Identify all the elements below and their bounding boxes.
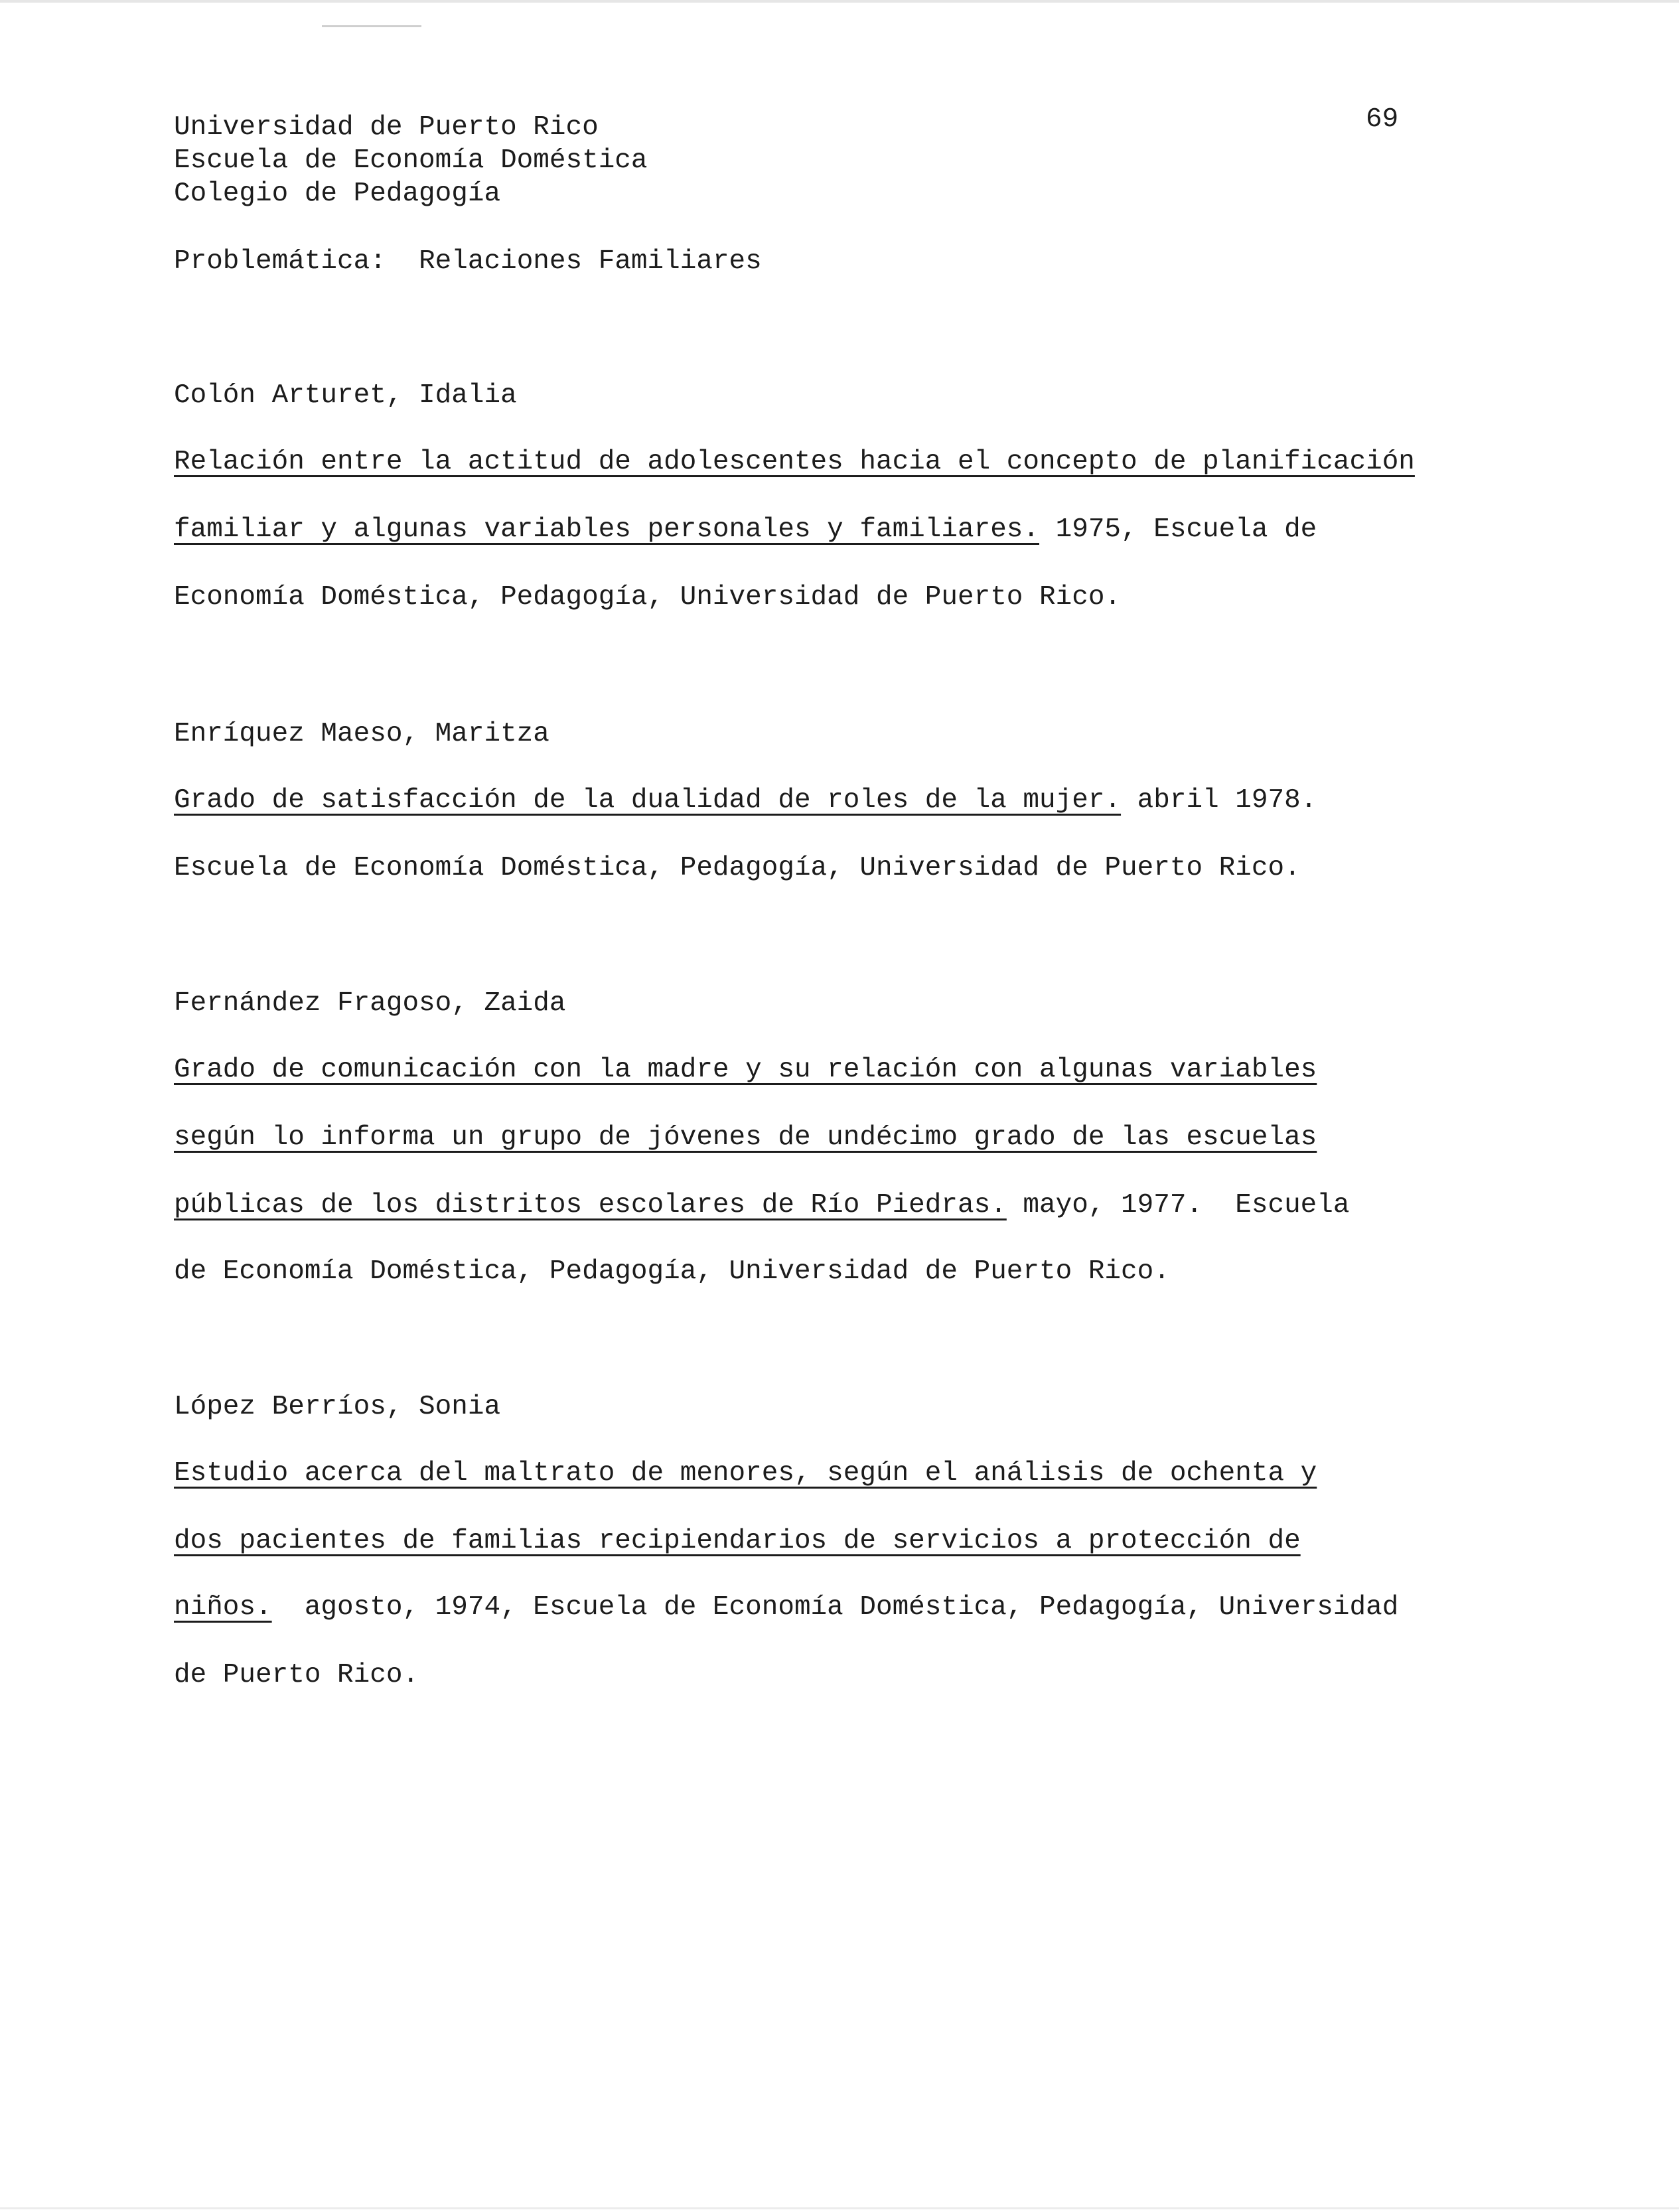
- topic-label: Problemática:: [174, 246, 386, 277]
- entry-publication-info: mayo, 1977. Escuela: [1006, 1190, 1350, 1220]
- entry-title-line: Estudio acerca del maltrato de menores, según el análisis de ochenta y: [174, 1458, 1317, 1489]
- header-school: Escuela de Economía Doméstica: [174, 145, 648, 176]
- scan-edge-bottom: [0, 2207, 1679, 2209]
- topic-line: [174, 248, 762, 275]
- topic-value: Relaciones Familiares: [419, 246, 762, 277]
- entry-title-line-with-tail: [174, 1594, 1398, 1621]
- entry-title-line: públicas de los distritos escolares de Río Piedras.: [174, 1190, 1007, 1220]
- entry-publication-info: Economía Doméstica, Pedagogía, Universidad de Puerto Rico.: [174, 582, 1122, 613]
- entry-author: Enríquez Maeso, Maritza: [174, 719, 549, 749]
- entry-author: Fernández Fragoso, Zaida: [174, 988, 566, 1019]
- entry-title-line: Grado de satisfacción de la dualidad de roles de la mujer.: [174, 785, 1122, 816]
- scan-mark: [322, 25, 421, 27]
- header-college: Colegio de Pedagogía: [174, 179, 501, 209]
- entry-publication-info: 1975, Escuela de: [1039, 514, 1317, 545]
- entry-title-line: Grado de comunicación con la madre y su relación con algunas variables: [174, 1055, 1317, 1085]
- entry-author: Colón Arturet, Idalia: [174, 380, 517, 411]
- entry-title-line-with-tail: [174, 787, 1317, 814]
- entry-publication-info: de Economía Doméstica, Pedagogía, Universidad de Puerto Rico.: [174, 1256, 1170, 1287]
- entry-title-line: familiar y algunas variables personales y familiares.: [174, 514, 1040, 545]
- entry-title-line: según lo informa un grupo de jóvenes de undécimo grado de las escuelas: [174, 1122, 1317, 1153]
- header-university: Universidad de Puerto Rico: [174, 112, 599, 143]
- page-number: 69: [1366, 104, 1399, 135]
- entry-publication-info: abril 1978.: [1121, 785, 1317, 816]
- entry-title-line: niños.: [174, 1592, 272, 1623]
- entry-publication-info: Escuela de Economía Doméstica, Pedagogía, Universidad de Puerto Rico.: [174, 853, 1301, 883]
- entry-title-line: Relación entre la actitud de adolescentes hacia el concepto de planificación: [174, 447, 1415, 477]
- entry-publication-info: de Puerto Rico.: [174, 1660, 419, 1690]
- entry-publication-info: agosto, 1974, Escuela de Economía Doméstica, Pedagogía, Universidad: [271, 1592, 1399, 1623]
- entry-title-line-with-tail: [174, 1192, 1350, 1219]
- entry-author: López Berríos, Sonia: [174, 1392, 501, 1422]
- scan-edge-top: [0, 0, 1679, 3]
- entry-title-line-with-tail: [174, 516, 1317, 544]
- entry-title-line: dos pacientes de familias recipiendarios de servicios a protección de: [174, 1526, 1301, 1556]
